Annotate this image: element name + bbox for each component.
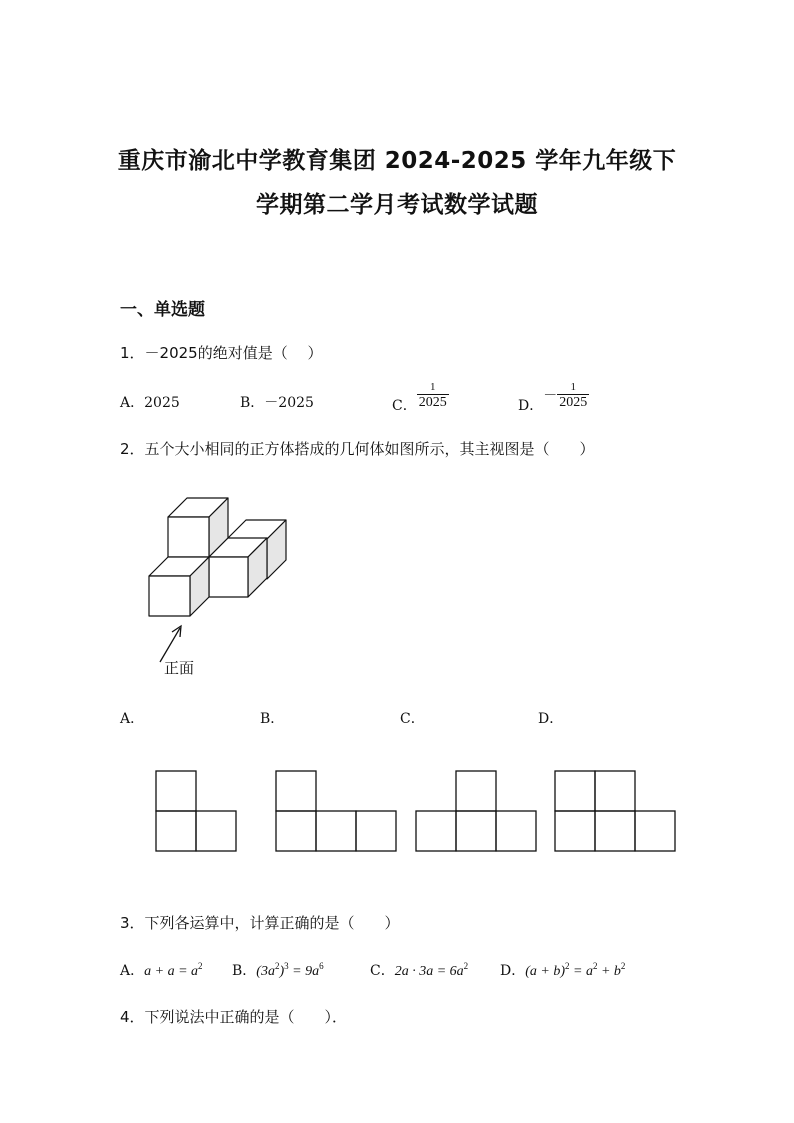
q3-option-a-label: A． (120, 963, 145, 979)
page-title-line-2: 学期第二学月考试数学试题 (256, 192, 538, 218)
q2-option-d-label[interactable]: D． (538, 711, 564, 727)
q3-option-b-expr-3: = 9a (288, 964, 320, 979)
q1-option-d-numerator: 1 (570, 381, 576, 393)
q2-option-b-diagram (276, 771, 396, 851)
q2-option-a-diagram (156, 771, 236, 851)
q3-option-b-exp-1: 2 (274, 961, 280, 971)
q3-option-d-exp-1: 2 (565, 961, 570, 971)
q3-option-b-label: B． (232, 963, 257, 979)
q2-option-b-label[interactable]: B． (260, 711, 285, 727)
q1-option-a-value: 2025 (144, 395, 180, 411)
q3-option-d-expr-3: + b (597, 964, 621, 979)
q3-option-d-expr-2: = a (569, 964, 593, 979)
q3-option-b-expr-2: ) (279, 964, 285, 979)
q1-option-c-denominator: 2025 (418, 395, 447, 410)
q3-option-b-exp-2: 3 (284, 961, 289, 971)
q2-option-c-label[interactable]: C． (400, 711, 425, 727)
q1-option-c-label: C． (392, 398, 417, 414)
q2-option-c-diagram (416, 771, 536, 851)
q1-option-b-label: B． (240, 395, 265, 411)
section-heading: 一、单选题 (120, 300, 205, 320)
q1-option-d-denominator: 2025 (559, 395, 588, 410)
q3-option-a (120, 960, 203, 980)
q3-option-d-exp-2: 2 (592, 961, 598, 971)
q1-option-a-label: A． (120, 395, 145, 411)
question-3-stem: 3．下列各运算中，计算正确的是（ ） (120, 914, 400, 932)
q3-option-a-expr: a + a = a (144, 964, 199, 979)
q3-option-d-label: D． (500, 963, 526, 979)
q3-option-a-exponent: 2 (198, 961, 203, 971)
question-1-stem: 1．－2025的绝对值是（ ） (120, 344, 323, 362)
q3-option-d (500, 960, 625, 980)
front-label: 正面 (164, 659, 195, 677)
q1-option-b-value: －2025 (264, 395, 314, 411)
q3-option-b-exp-3: 6 (319, 961, 324, 971)
q3-option-c-label: C． (370, 963, 395, 979)
q1-option-c-numerator: 1 (429, 381, 436, 393)
question-2-stem: 2．五个大小相同的正方体搭成的几何体如图所示，其主视图是（ ） (120, 440, 595, 458)
q3-option-c (370, 960, 468, 980)
q3-option-c-exponent: 2 (463, 961, 469, 971)
q1-option-d-sign: － (543, 388, 558, 404)
q2-option-d-diagram (555, 771, 675, 851)
question-4-stem: 4．下列说法中正确的是（ ）． (120, 1008, 348, 1026)
q3-option-b (232, 960, 324, 980)
q1-option-d-label: D． (518, 398, 544, 414)
q3-option-d-expr-1: (a + b) (525, 964, 566, 979)
q2-option-a-label[interactable]: A． (120, 711, 145, 727)
q3-option-b-expr-1: (3a (256, 964, 275, 979)
page-title-line-1: 重庆市渝北中学教育集团 2024-2025 学年九年级下 (117, 148, 677, 174)
q3-option-d-exp-3: 2 (620, 961, 626, 971)
q3-option-c-expr: 2a · 3a = 6a (394, 964, 464, 979)
